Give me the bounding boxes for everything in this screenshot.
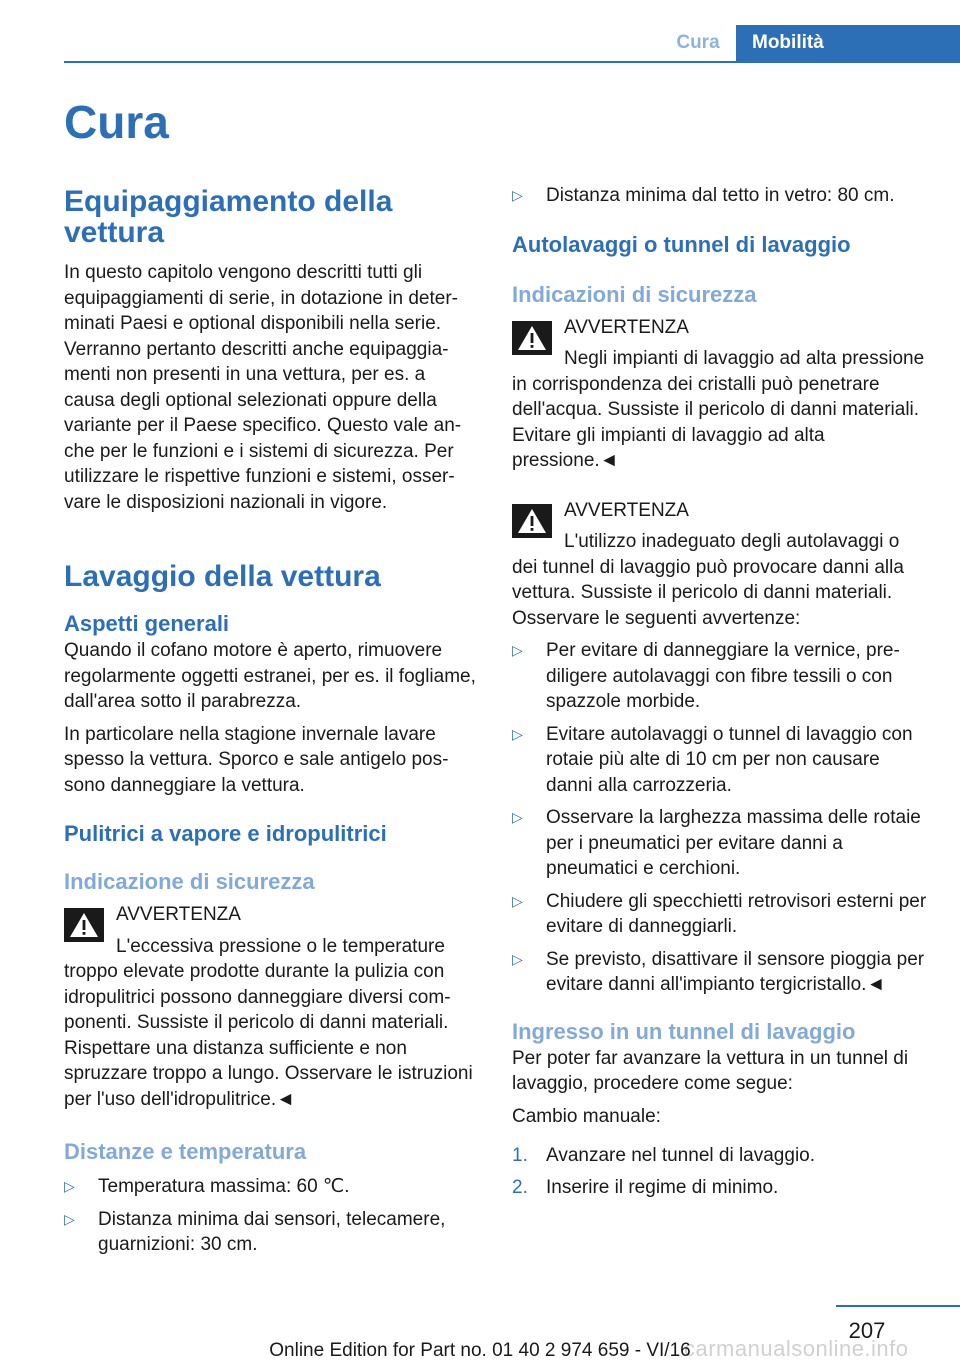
triangle-right-icon: ▷: [64, 1178, 75, 1194]
warning-block-1: [512, 313, 927, 474]
list-item: [512, 722, 927, 799]
general-paragraph-1: Quando il cofano motore è aperto, rimuovere regolarmente oggetti estranei, per es. il fogliame, dall'area sotto il parabrezza.: [64, 640, 476, 712]
list-item-text: Osservare la larghezza massima delle rotaie per i pneumatici per evitare danni a pneumatici e cerchioni.: [546, 807, 921, 879]
warning-title: AVVERTENZA: [564, 316, 689, 338]
triangle-right-icon: ▷: [512, 187, 523, 203]
triangle-right-icon: ▷: [64, 1210, 75, 1227]
watermark: carmanualsonline.info: [684, 1336, 909, 1361]
header-tab-mobilita: Mobilità: [736, 25, 960, 61]
steps-list: [512, 1143, 927, 1200]
list-item-text: Temperatura massima: 60 ℃.: [98, 1176, 350, 1197]
triangle-right-icon: ▷: [512, 809, 523, 825]
list-item-text: Per evitare di danneggiare la vernice, prediligere autolavaggi con fibre tessili o con spazzole morbide.: [546, 640, 900, 712]
triangle-right-icon: ▷: [512, 892, 523, 909]
dist-title: Distanze e temperatura: [64, 1139, 307, 1164]
triangle-right-icon: ▷: [512, 642, 523, 658]
entry-title: Ingresso in un tunnel di lavaggio: [512, 1018, 856, 1044]
list-item: [512, 889, 927, 940]
steam-title: Pulitrici a vapore e idropulitrici: [64, 821, 387, 846]
header-tab-cura: Cura: [676, 32, 720, 53]
step-number: 2.: [512, 1176, 528, 1198]
list-item-text: Se previsto, disattivare il sensore pioggia per evitare danni all'impianto tergicristallo.◄: [546, 948, 925, 995]
general-title: Aspetti generali: [64, 611, 230, 636]
list-item: [512, 947, 927, 998]
general-paragraph-2: In particolare nella stagione invernale lavare spesso la vettura. Sporco e sale antigelo possono danneggiare la vettura.: [64, 723, 449, 796]
list-item: [512, 638, 927, 715]
warning-title: AVVERTENZA: [116, 904, 241, 925]
left-column: [64, 186, 479, 1258]
list-item: [512, 183, 927, 209]
page-number-rule: [836, 1305, 960, 1307]
list-item-text: Distanza minima dai sensori, telecamere, guarnizioni: 30 cm.: [98, 1208, 446, 1255]
page-number: 207: [848, 1318, 886, 1343]
step-item: [512, 1175, 927, 1201]
step-text: Avanzare nel tunnel di lavaggio.: [546, 1145, 816, 1166]
triangle-right-icon: ▷: [512, 950, 523, 967]
list-item: [64, 1207, 479, 1258]
step-text: Inserire il regime di minimo.: [546, 1176, 779, 1198]
dist-list: [64, 1174, 479, 1258]
step-number: 1.: [512, 1145, 528, 1166]
list-item: [64, 1174, 479, 1200]
equip-title: Equipaggiamento della vettura: [64, 185, 393, 249]
entry-text: Per poter far avanzare la vettura in un tunnel di lavaggio, procedere come segue:: [512, 1047, 909, 1094]
warning-block-2: [512, 496, 927, 632]
step-item: [512, 1143, 927, 1169]
list-item: [512, 805, 927, 882]
warning-title: AVVERTENZA: [564, 499, 689, 521]
header-rule: [64, 61, 960, 63]
chapter-title: Cura: [64, 96, 169, 148]
warning-body: L'utilizzo inadeguato degli autolavaggi o dei tunnel di lavaggio può provocare danni alla vettura. Sussiste il pericolo di danni materiali. Osservare le seguenti avvertenze:: [512, 531, 904, 629]
carwash-warning-list: [512, 638, 927, 998]
warning-block: [64, 900, 479, 1112]
footer-edition: Online Edition for Part no. 01 40 2 974 659 - VI/16: [269, 1340, 691, 1361]
warning-triangle-icon: [512, 504, 552, 538]
dist-list-continued: [512, 183, 927, 209]
warning-triangle-icon: [64, 908, 104, 942]
manual-label: Cambio manuale:: [512, 1105, 661, 1127]
safety-title: Indicazione di sicurezza: [64, 869, 315, 894]
warning-triangle-icon: [512, 321, 552, 355]
list-item-text: Distanza minima dal tetto in vetro: 80 cm.: [546, 185, 895, 206]
triangle-right-icon: ▷: [512, 725, 523, 742]
safety-title: Indicazioni di sicurezza: [512, 281, 757, 307]
equip-text: In questo capitolo vengono descritti tutti gli equipaggiamenti di serie, in dotazione in determinati Paesi e optional disponibili nella serie. Verranno pertanto descritti anche equipaggiamenti non presenti in una vettura, per es. a causa degli optional selezionati oppure della variante per il Paese specifico. Questo vale anche per le funzioni e i sistemi di sicurezza. Per utilizzare le rispettive funzioni e sistemi, osservare le disposizioni nazionali in vigore.: [64, 262, 462, 513]
list-item-text: Chiudere gli specchietti retrovisori esterni per evitare di danneggiarli.: [546, 890, 927, 937]
right-column: [512, 183, 927, 1200]
wash-title: Lavaggio della vettura: [64, 560, 381, 593]
carwash-title: Autolavaggi o tunnel di lavaggio: [512, 231, 851, 257]
list-item-text: Evitare autolavaggi o tunnel di lavaggio con rotaie più alte di 10 cm per non causare danni alla carrozzeria.: [546, 723, 913, 796]
warning-body: L'eccessiva pressione o le temperature troppo elevate prodotte durante la pulizia con idropulitrici possono danneggiare diversi componenti. Sussiste il pericolo di danni materiali. Rispettare una distanza sufficiente e non spruzzare troppo a lungo. Osservare le istruzioni per l'uso dell'idropulitrice.◄: [64, 935, 473, 1110]
warning-body: Negli impianti di lavaggio ad alta pressione in corrispondenza dei cristalli può penetrare dell'acqua. Sussiste il pericolo di danni materiali. Evitare gli impianti di lavaggio ad alta pressione.◄: [512, 348, 925, 471]
